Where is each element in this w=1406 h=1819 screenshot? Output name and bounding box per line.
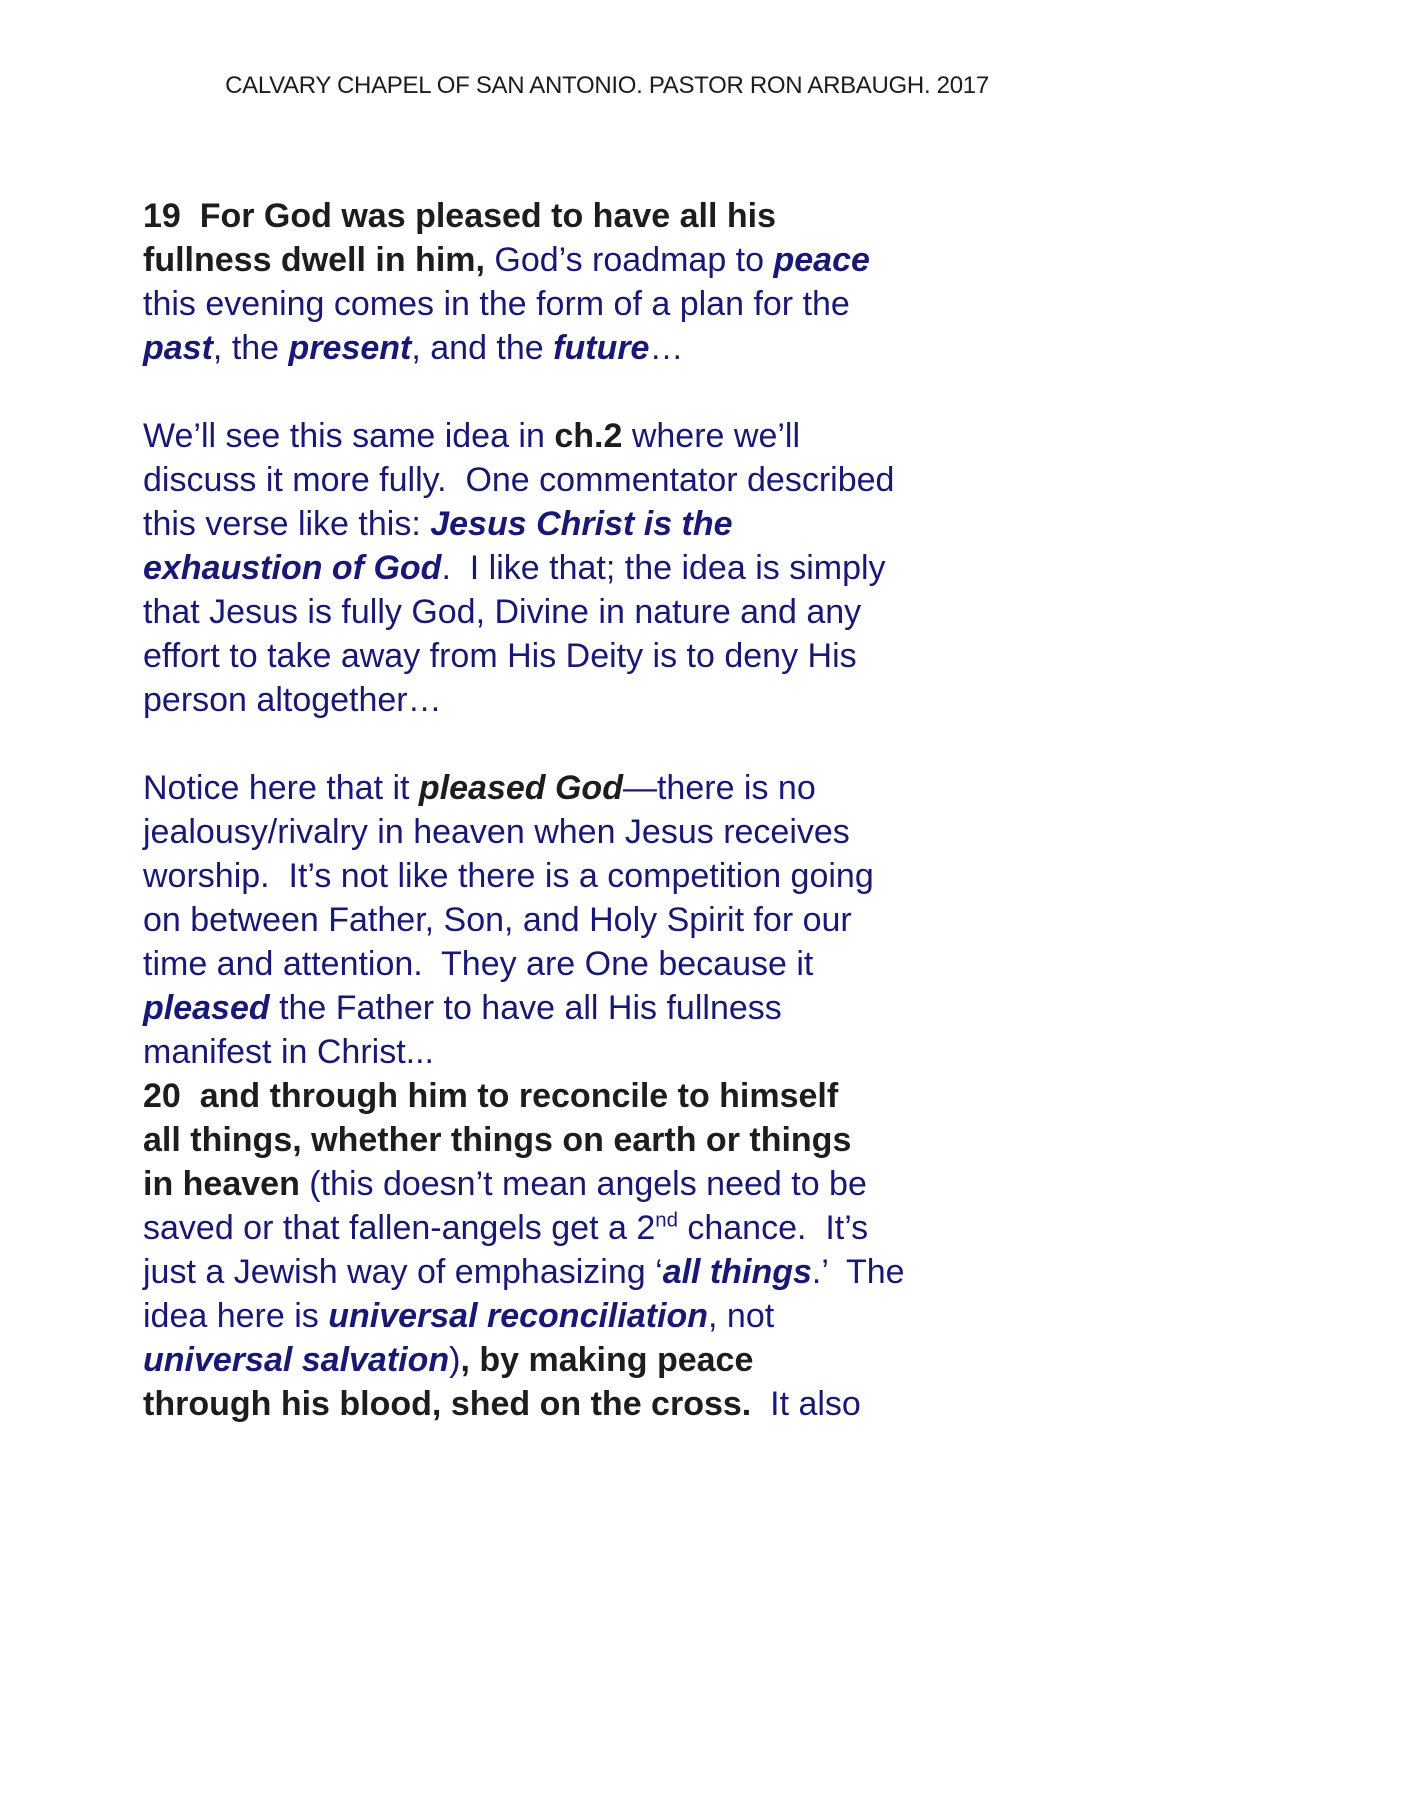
- text-run: universal reconciliation: [328, 1297, 709, 1335]
- text-run: peace: [773, 241, 870, 279]
- text-run: on between Father, Son, and Holy Spirit for our: [143, 901, 852, 939]
- paragraph-verse-19: [143, 194, 1071, 370]
- text-run: saved or that fallen-angels get a 2: [143, 1209, 656, 1247]
- text-run: nd: [655, 1209, 678, 1232]
- text-run: chance. It’s: [677, 1209, 869, 1247]
- document-header: CALVARY CHAPEL OF SAN ANTONIO. PASTOR RON ARBAUGH. 2017: [225, 72, 989, 99]
- text-run: through his blood, shed on the cross.: [143, 1385, 752, 1423]
- text-run: all things, whether things on earth or things: [143, 1121, 852, 1159]
- text-run: future: [553, 329, 650, 367]
- text-run: We’ll see this same idea in: [143, 417, 555, 455]
- text-run: , by making peace: [460, 1341, 754, 1379]
- text-run: , the: [212, 329, 289, 367]
- text-run: discuss it more fully. One commentator described: [143, 461, 895, 499]
- text-run: It also: [751, 1385, 861, 1423]
- text-run: …: [649, 329, 684, 367]
- text-run: worship. It’s not like there is a competition going: [143, 857, 874, 895]
- paragraph-verse-20: [143, 1074, 1071, 1426]
- text-run: just a Jewish way of emphasizing ‘: [143, 1253, 663, 1291]
- text-run: where we’ll: [622, 417, 801, 455]
- text-run: idea here is: [143, 1297, 329, 1335]
- text-run: pleased: [143, 989, 270, 1027]
- text-run: —there is no: [622, 769, 816, 807]
- text-run: this verse like this:: [143, 505, 431, 543]
- paragraph-pleased-god: [143, 766, 1071, 1074]
- text-run: ): [449, 1341, 461, 1379]
- text-run: pleased God: [418, 769, 623, 807]
- document-content: [143, 0, 1071, 1426]
- text-run: this evening comes in the form of a plan for the: [143, 285, 850, 323]
- text-run: jealousy/rivalry in heaven when Jesus receives: [143, 813, 850, 851]
- text-run: time and attention. They are One because it: [143, 945, 814, 983]
- text-run: .’ The: [811, 1253, 905, 1291]
- text-run: Notice here that it: [143, 769, 419, 807]
- text-run: the Father to have all His fullness: [269, 989, 782, 1027]
- text-run: 19 For God was pleased to have all his: [143, 197, 776, 235]
- text-run: 20 and through him to reconcile to himself: [143, 1077, 839, 1115]
- text-run: exhaustion of God: [143, 549, 442, 587]
- text-run: God’s roadmap to: [484, 241, 774, 279]
- text-run: ch.2: [554, 417, 623, 455]
- text-run: manifest in Christ...: [143, 1033, 434, 1071]
- text-run: present: [288, 329, 412, 367]
- text-run: that Jesus is fully God, Divine in nature and any: [143, 593, 862, 631]
- paragraph-ch2-commentary: [143, 414, 1071, 722]
- text-run: all things: [662, 1253, 812, 1291]
- text-run: Jesus Christ is the: [430, 505, 733, 543]
- text-run: universal salvation: [143, 1341, 450, 1379]
- text-run: , not: [708, 1297, 775, 1335]
- text-run: . I like that; the idea is simply: [441, 549, 886, 587]
- text-run: fullness dwell in him,: [143, 241, 485, 279]
- text-run: effort to take away from His Deity is to deny His: [143, 637, 857, 675]
- paragraphs: [143, 194, 1071, 1426]
- text-run: person altogether…: [143, 681, 442, 719]
- text-run: (this doesn’t mean angels need to be: [309, 1165, 867, 1203]
- text-run: in heaven: [143, 1165, 310, 1203]
- text-run: past: [143, 329, 213, 367]
- text-run: , and the: [411, 329, 554, 367]
